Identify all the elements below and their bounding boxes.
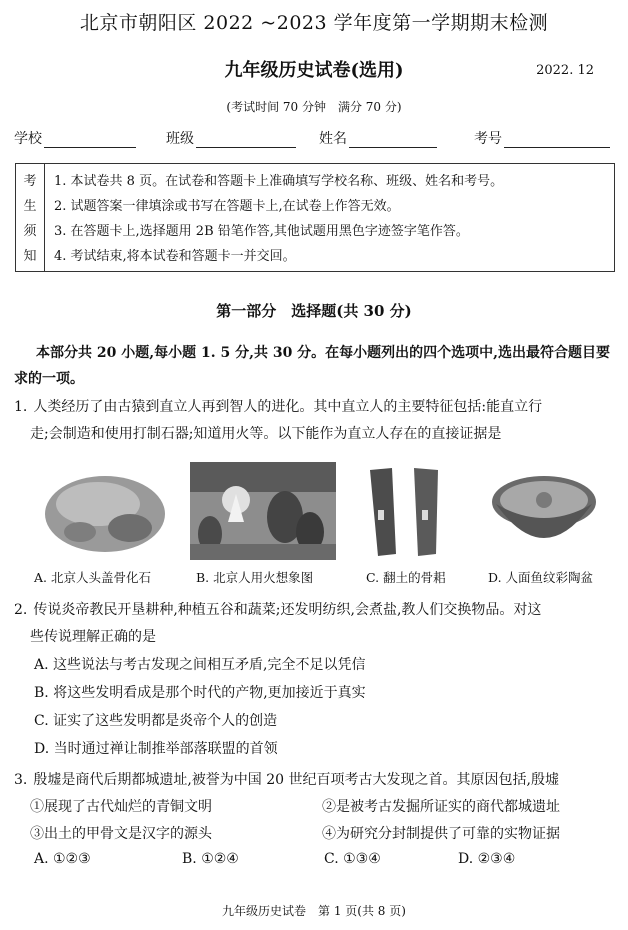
section-title: 第一部分 选择题(共 30 分) [216, 302, 412, 320]
q2-option-b[interactable]: B. 将这些发明看成是那个时代的产物,更加接近于真实 [34, 685, 366, 701]
q2-option-d[interactable]: D. 当时通过禅让制推举部落联盟的首领 [34, 741, 278, 757]
notice-item: 1. 本试卷共 8 页。在试卷和答题卡上准确填写学校名称、班级、姓名和考号。 [54, 174, 504, 189]
school-blank[interactable] [44, 133, 136, 148]
notice-side-char: 知 [23, 249, 37, 264]
class-field[interactable] [166, 128, 296, 148]
q3-text: 殷墟是商代后期都城遗址,被誉为中国 20 世纪百项考古大发现之首。其原因包括,殷墟 [33, 772, 559, 788]
q3-statement: ①展现了古代灿烂的青铜文明 [30, 799, 212, 815]
class-label: 班级 [166, 131, 194, 147]
name-field[interactable] [319, 128, 437, 148]
q2-option-c[interactable]: C. 证实了这些发明都是炎帝个人的创造 [34, 713, 278, 729]
exam-date: 2022. 12 [536, 63, 594, 78]
notice-side-char: 须 [23, 224, 37, 239]
q1-option-b[interactable]: B. 北京人用火想象图 [196, 570, 314, 585]
q3-option-a[interactable]: A. ①②③ [34, 851, 91, 867]
q3-statement: ④为研究分封制提供了可靠的实物证据 [322, 826, 560, 842]
page-footer: 九年级历史试卷 第 1 页(共 8 页) [222, 904, 406, 918]
notice-side-char: 生 [23, 199, 37, 214]
q3-number: 3. [14, 772, 28, 788]
notice-side-char: 考 [23, 174, 37, 189]
notice-item: 3. 在答题卡上,选择题用 2B 铅笔作答,其他试题用黑色字迹签字笔作答。 [54, 224, 469, 239]
q2-stem-line2: 些传说理解正确的是 [30, 629, 156, 645]
q2-option-a[interactable]: A. 这些说法与考古发现之间相互矛盾,完全不足以凭信 [34, 657, 366, 673]
school-field[interactable] [14, 128, 136, 148]
exam-no-label: 考号 [474, 131, 502, 147]
school-label: 学校 [14, 131, 42, 147]
q2-text: 传说炎帝教民开垦耕种,种植五谷和蔬菜;还发明纺织,会煮盐,教人们交换物品。对这 [33, 602, 542, 618]
notice-item: 4. 考试结束,将本试卷和答题卡一并交回。 [54, 249, 296, 264]
q3-option-b[interactable]: B. ①②④ [182, 851, 239, 867]
q1-stem-line2: 走;会制造和使用打制石器;知道用火等。以下能作为直立人存在的直接证据是 [30, 426, 502, 442]
name-blank[interactable] [349, 133, 437, 148]
exam-no-field[interactable] [474, 128, 610, 148]
q1-option-d[interactable]: D. 人面鱼纹彩陶盆 [488, 570, 594, 585]
q2-number: 2. [14, 602, 28, 618]
q3-option-c[interactable]: C. ①③④ [324, 851, 381, 867]
q2-stem-line1 [14, 599, 541, 619]
section-intro: 本部分共 20 小题,每小题 1. 5 分,共 30 分。在每小题列出的四个选项中,选出最符合题目要求的一项。 [14, 345, 611, 387]
skull-fossil-image [40, 462, 170, 560]
class-blank[interactable] [196, 133, 296, 148]
notice-side-label [16, 164, 45, 271]
candidate-notice-box [15, 163, 615, 272]
q1-text: 人类经历了由古猿到直立人再到智人的进化。其中直立人的主要特征包括:能直立行 [33, 399, 543, 415]
q3-statement: ③出土的甲骨文是汉字的源头 [30, 826, 212, 842]
q1-stem-line1 [14, 396, 542, 416]
q3-stem-line1 [14, 769, 559, 789]
q1-number: 1. [14, 399, 28, 415]
fire-illustration-image [190, 462, 336, 560]
q3-statement: ②是被考古发掘所证实的商代都城遗址 [322, 799, 560, 815]
name-label: 姓名 [319, 131, 347, 147]
q1-option-c[interactable]: C. 翻土的骨耜 [366, 570, 446, 585]
notice-item: 2. 试题答案一律填涂或书写在答题卡上,在试卷上作答无效。 [54, 199, 400, 214]
q3-option-d[interactable]: D. ②③④ [458, 851, 516, 867]
exam-subtitle: 九年级历史试卷(选用) [224, 60, 404, 81]
pottery-basin-image [488, 462, 600, 560]
bone-spade-image [356, 462, 456, 560]
exam-time-info: (考试时间 70 分钟 满分 70 分) [226, 100, 402, 114]
exam-no-blank[interactable] [504, 133, 610, 148]
exam-title: 北京市朝阳区 2022 ~2023 学年度第一学期期末检测 [79, 12, 549, 34]
q1-option-a[interactable]: A. 北京人头盖骨化石 [34, 570, 151, 585]
